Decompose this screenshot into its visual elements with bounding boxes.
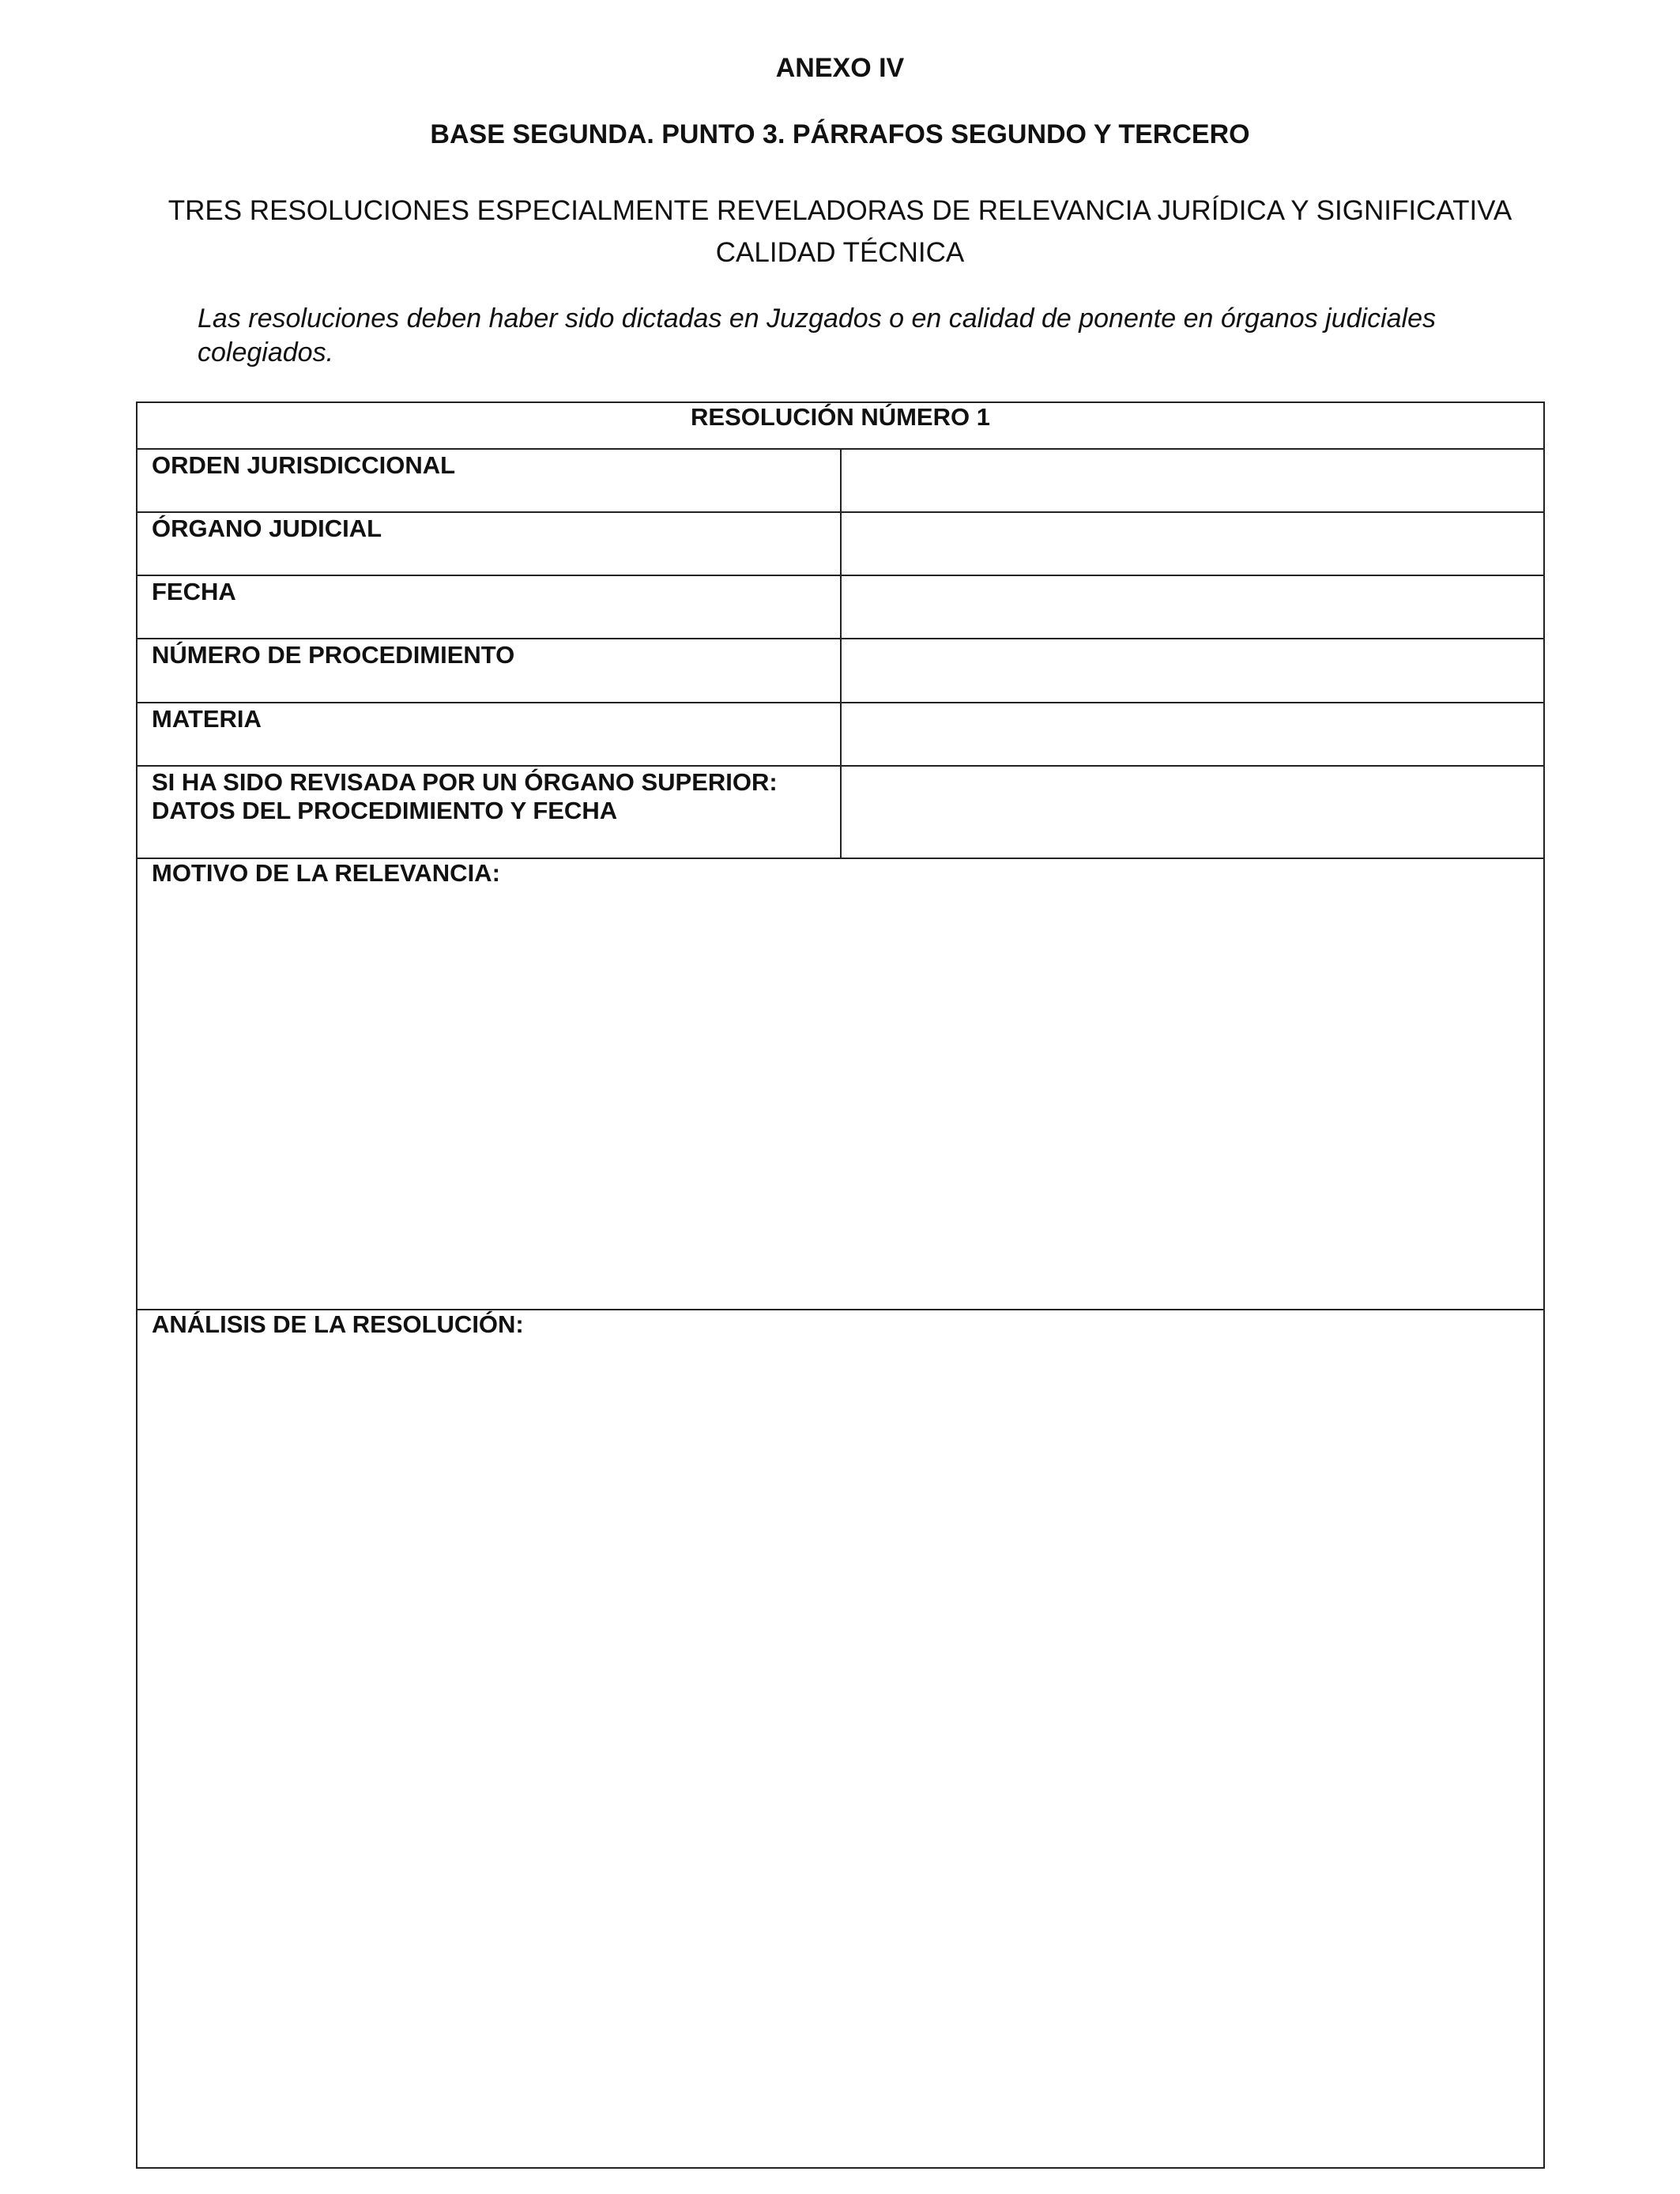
field-label-organo-judicial: ÓRGANO JUDICIAL: [137, 512, 841, 575]
form-row: [137, 639, 1544, 702]
analisis-cell[interactable]: [137, 1310, 1544, 2168]
motivo-cell[interactable]: [137, 858, 1544, 1309]
field-label-revision-line2: DATOS DEL PROCEDIMIENTO Y FECHA: [152, 796, 618, 824]
field-label-fecha: FECHA: [137, 575, 841, 639]
field-value-materia[interactable]: [841, 703, 1545, 766]
base-heading: BASE SEGUNDA. PUNTO 3. PÁRRAFOS SEGUNDO Y TERCERO: [430, 119, 1250, 149]
field-value-organo-judicial[interactable]: [841, 512, 1545, 575]
field-label-orden-jurisdiccional: ORDEN JURISDICCIONAL: [137, 449, 841, 512]
field-value-orden-jurisdiccional[interactable]: [841, 449, 1545, 512]
field-value-revision[interactable]: [841, 766, 1545, 859]
analisis-row: [137, 1310, 1544, 2168]
document-subtitle: TRES RESOLUCIONES ESPECIALMENTE REVELADORAS DE RELEVANCIA JURÍDICA Y SIGNIFICATIVA CALIDAD TÉCNICA: [168, 195, 1512, 268]
form-row: [137, 703, 1544, 766]
annex-title: ANEXO IV: [775, 53, 905, 83]
field-label-materia: MATERIA: [137, 703, 841, 766]
form-header: RESOLUCIÓN NÚMERO 1: [137, 402, 1544, 449]
motivo-row: [137, 858, 1544, 1309]
field-label-revision: [137, 766, 841, 859]
motivo-label: MOTIVO DE LA RELEVANCIA:: [152, 859, 500, 888]
form-row: [137, 449, 1544, 512]
form-row: [137, 512, 1544, 575]
analisis-label: ANÁLISIS DE LA RESOLUCIÓN:: [152, 1310, 524, 1338]
field-label-numero-procedimiento: NÚMERO DE PROCEDIMIENTO: [137, 639, 841, 702]
field-value-fecha[interactable]: [841, 575, 1545, 639]
form-row: [137, 766, 1544, 859]
form-row: [137, 575, 1544, 639]
instruction-text: Las resoluciones deben haber sido dictadas en Juzgados o en calidad de ponente en órganos judiciales colegiados.: [198, 303, 1437, 368]
field-label-revision-line1: SI HA SIDO REVISADA POR UN ÓRGANO SUPERIOR:: [152, 767, 778, 796]
field-value-numero-procedimiento[interactable]: [841, 639, 1545, 702]
resolution-form-table: [136, 401, 1545, 2169]
